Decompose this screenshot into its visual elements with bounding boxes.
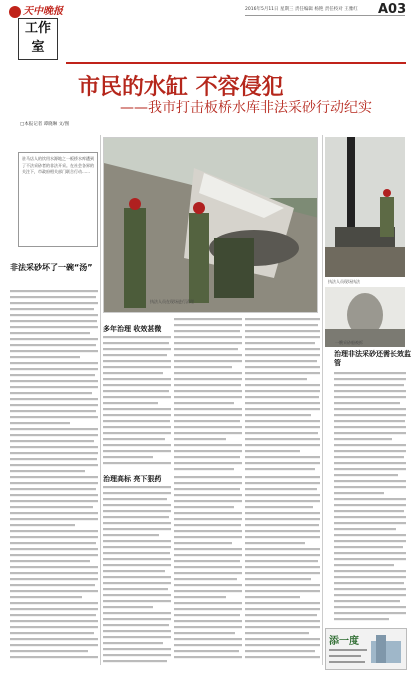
issue-info: 2016年5月11日 星期三 责任编辑 杨艳 责任校对 王雅红: [245, 7, 358, 12]
text-lines: [245, 318, 320, 473]
text-column-3c: [245, 476, 320, 666]
ad-graphic: [326, 629, 408, 671]
ad-box[interactable]: [325, 628, 407, 670]
ad-title: 添一度: [329, 636, 359, 647]
text-column-4: [334, 372, 406, 624]
caption-3: 一艘采砂船被拆: [335, 340, 363, 345]
text-lines: [174, 476, 242, 666]
text-column-2b: [174, 318, 242, 473]
photo-cleanup-image: [104, 138, 318, 313]
photo-enforcement-image: [325, 137, 405, 277]
text-column-1: [10, 290, 98, 665]
photo-enforcement: [325, 137, 405, 277]
lead-text: 驻马店人的饮用水源地之一板桥水库遭到了不法采砂者的非法开采。在社会各界的关注下，市政府相关部门联合行动……: [22, 156, 94, 174]
section-title-2: 多年治理 收效甚微: [103, 325, 162, 333]
text-lines: [103, 336, 171, 471]
section-title-1: 非法采砂坏了一碗“汤”: [10, 263, 93, 272]
text-column-3a: [103, 486, 171, 666]
section-box: [18, 18, 58, 60]
section-title-3: 治理高标 亮下狠药: [103, 475, 162, 483]
headline: 市民的水缸 不容侵犯: [78, 75, 284, 100]
caption-1: 执法人员在现场进行清理: [150, 299, 194, 304]
red-rule: [66, 62, 406, 64]
section-title-4: 治理非法采砂还需长效监管: [334, 350, 411, 367]
photo-demolition-image: [325, 287, 405, 347]
caption-2: 执法人员现场执法: [328, 279, 360, 284]
text-lines: [334, 372, 406, 624]
text-column-2a: [103, 336, 171, 471]
logo-mark-icon: [9, 6, 21, 18]
text-column-3b: [174, 476, 242, 666]
column-divider: [100, 135, 101, 665]
text-lines: [174, 318, 242, 473]
newspaper-logo: 天中晚报: [9, 2, 63, 17]
subheadline: ——我市打击板桥水库非法采砂行动纪实: [120, 100, 372, 116]
byline: □本报记者 谭晓琳 文/图: [20, 122, 70, 127]
section-name-line2: 室: [31, 40, 45, 55]
page-number: A03: [378, 2, 407, 17]
text-lines: [103, 486, 171, 666]
photo-cleanup: [103, 137, 318, 313]
text-column-2c: [245, 318, 320, 473]
lead-box: [18, 152, 98, 247]
masthead: [0, 0, 415, 70]
text-lines: [10, 290, 98, 665]
section-name-line1: 工作: [24, 21, 51, 36]
column-divider: [322, 135, 323, 665]
photo-demolition: [325, 287, 405, 347]
text-lines: [245, 476, 320, 666]
